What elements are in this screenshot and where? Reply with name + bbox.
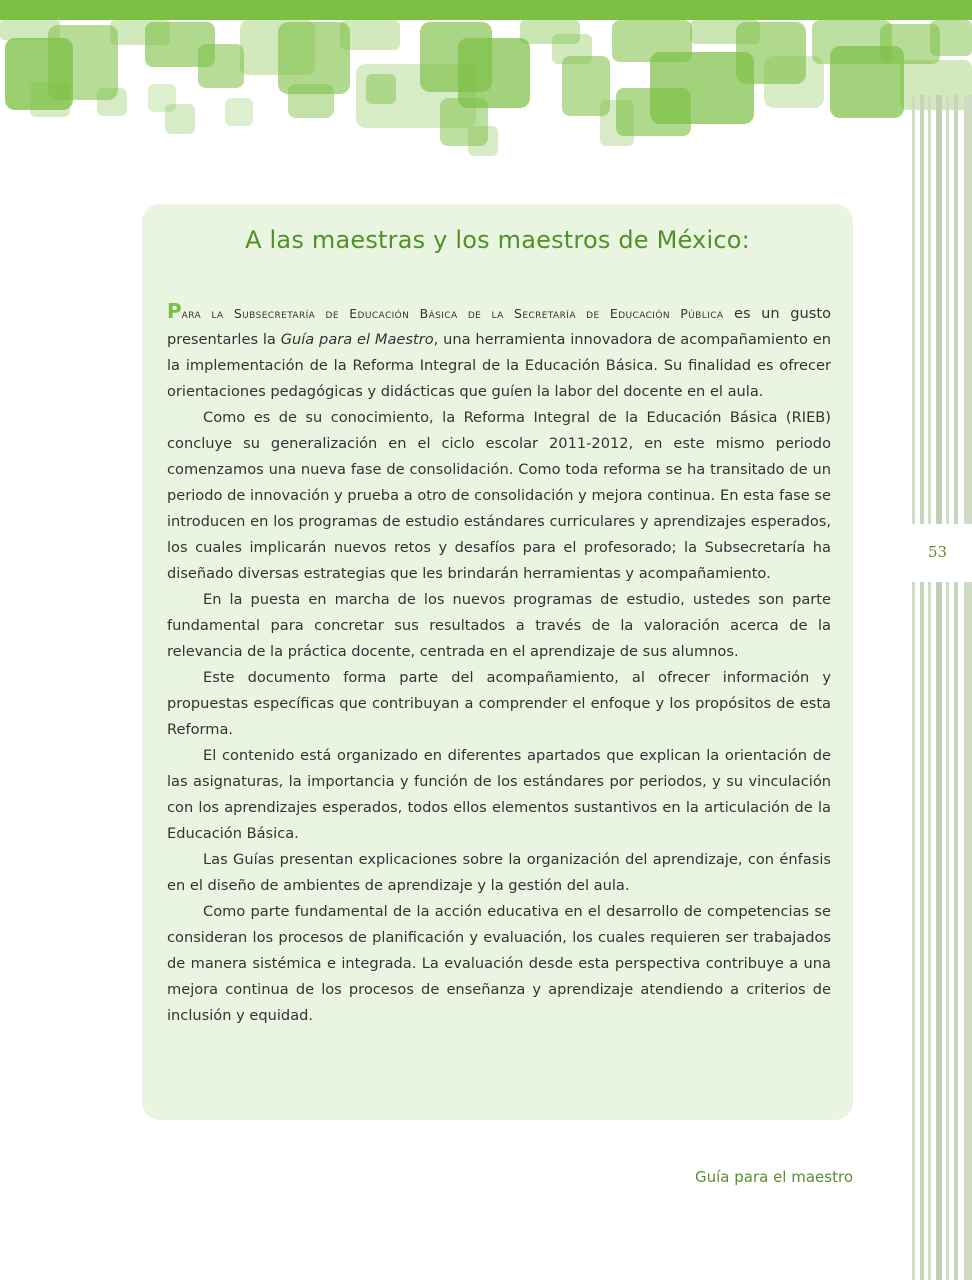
page-title: A las maestras y los maestros de México:	[245, 226, 750, 254]
paragraph: Este documento forma parte del acompañamiento, al ofrecer información y propuestas específicas que contribuyan a comprender el enfoque y los propósitos de esta Reforma.	[167, 669, 831, 738]
intro-text: es un gusto presentarles la	[167, 305, 832, 348]
dropcap: P	[167, 299, 182, 323]
intro-text-continued: , una herramienta innovadora de acompañamiento en la implementación de la Reforma Integral de la Educación Básica. Su finalidad es ofrecer orientaciones pedagógicas y didácticas que guíen la labor del docente en el aula.	[167, 331, 831, 400]
guide-title-italic: Guía para el Maestro	[280, 331, 434, 348]
letter-body	[167, 298, 831, 1029]
footer-title: Guía para el maestro	[694, 1168, 853, 1186]
paragraph: El contenido está organizado en diferentes apartados que explican la orientación de las asignaturas, la importancia y función de los estándares por periodos, y su vinculación con los aprendizajes esperados, todos ellos elementos sustantivos en la articulación de la Educación Básica.	[167, 747, 831, 842]
intro-smallcaps: ara la Subsecretaría de Educación Básica de la Secretaría de Educación Pública	[181, 306, 724, 321]
paragraph: En la puesta en marcha de los nuevos programas de estudio, ustedes son parte fundamental para concretar sus resultados a través de la valoración acerca de la relevancia de la práctica docente, centrada en el aprendizaje de sus alumnos.	[167, 591, 831, 660]
page-number: 53	[928, 543, 948, 561]
paragraph: Como parte fundamental de la acción educativa en el desarrollo de competencias se consideran los procesos de planificación y evaluación, los cuales requieren ser trabajados de manera sistémica e integrada. La evaluación desde esta perspectiva contribuye a una mejora continua de los procesos de enseñanza y aprendizaje atendiendo a criterios de inclusión y equidad.	[167, 903, 831, 1024]
paragraph: Las Guías presentan explicaciones sobre la organización del aprendizaje, con énfasis en el diseño de ambientes de aprendizaje y la gestión del aula.	[167, 851, 831, 894]
header-decoration	[0, 0, 972, 165]
intro-paragraph	[167, 298, 831, 405]
paragraph: Como es de su conocimiento, la Reforma Integral de la Educación Básica (RIEB) concluye su generalización en el ciclo escolar 2011-2012, en este mismo periodo comenzamos una nueva fase de consolidación. Como toda reforma se ha transitado de un periodo de innovación y prueba a otro de consolidación y mejora continua. En esta fase se introducen en los programas de estudio estándares curriculares y aprendizajes esperados, los cuales implicarán nuevos retos y desafíos para el profesorado; la Subsecretaría ha diseñado diversas estrategias que les brindarán herramientas y acompañamiento.	[167, 409, 831, 582]
side-stripes	[912, 95, 972, 1280]
